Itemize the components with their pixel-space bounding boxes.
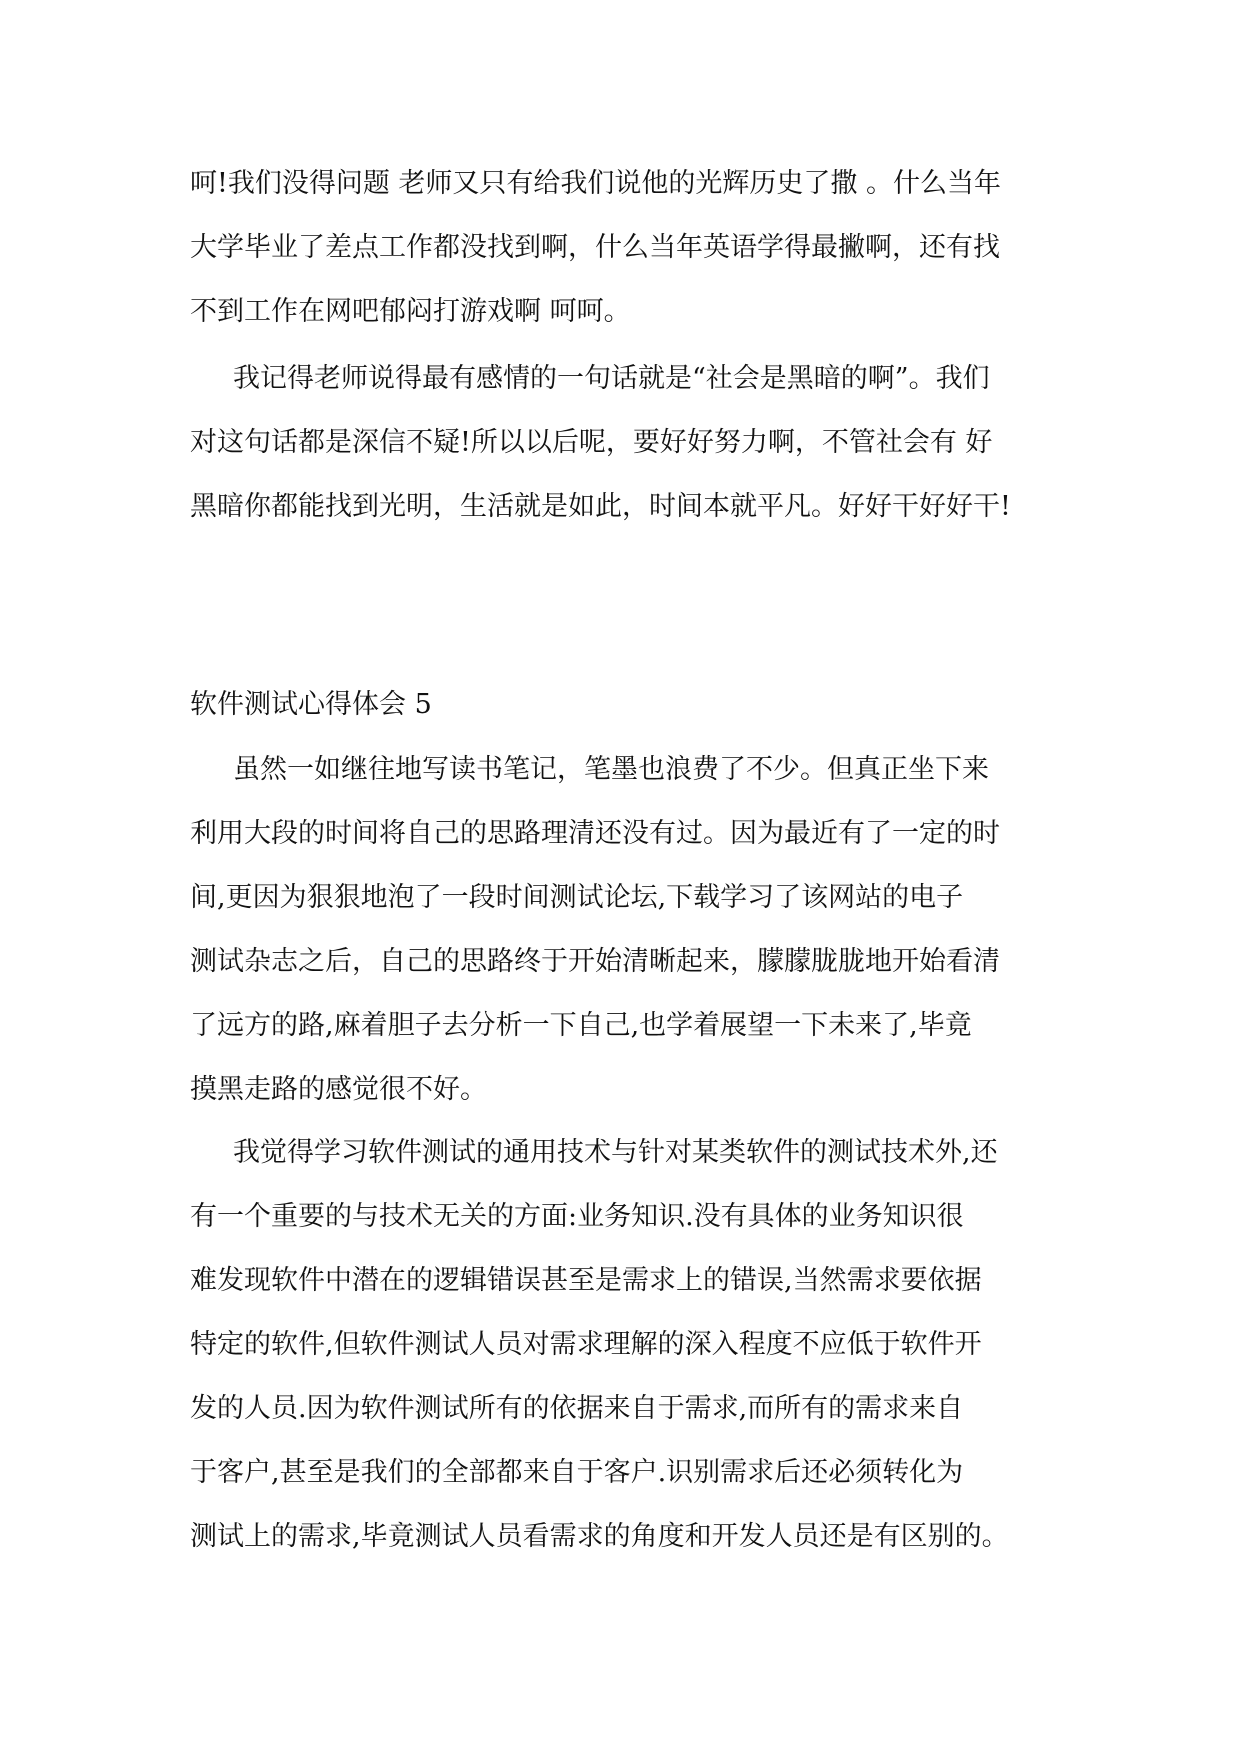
text-line: 黑暗你都能找到光明，生活就是如此，时间本就平凡。好好干好好干!: [190, 491, 1011, 522]
text-line: 间,更因为狠狠地泡了一段时间测试论坛,下载学习了该网站的电子: [190, 882, 964, 913]
text-line: 大学毕业了差点工作都没找到啊，什么当年英语学得最撇啊，还有找: [190, 232, 1000, 263]
text-line: 虽然一如继往地写读书笔记，笔墨也浪费了不少。但真正坐下来: [233, 754, 989, 785]
text-line: 测试上的需求,毕竟测试人员看需求的角度和开发人员还是有区别的。: [190, 1521, 1009, 1552]
text-line: 不到工作在网吧郁闷打游戏啊 呵呵。: [190, 296, 631, 327]
text-line: 摸黑走路的感觉很不好。: [190, 1074, 487, 1105]
text-line: 利用大段的时间将自己的思路理清还没有过。因为最近有了一定的时: [190, 818, 1000, 849]
paragraph-3: [190, 738, 1080, 1122]
text-line: 特定的软件,但软件测试人员对需求理解的深入程度不应低于软件开: [190, 1329, 982, 1360]
text-line: 对这句话都是深信不疑!所以以后呢，要好好努力啊，不管社会有 好: [190, 427, 993, 458]
text-line: 测试杂志之后，自己的思路终于开始清晰起来，朦朦胧胧地开始看清: [190, 946, 1000, 977]
paragraph-2: [190, 347, 1080, 539]
text-line: 于客户,甚至是我们的全部都来自于客户.识别需求后还必须转化为: [190, 1457, 964, 1488]
text-line: 呵!我们没得问题 老师又只有给我们说他的光辉历史了撒 。什么当年: [190, 168, 1002, 199]
section-heading: [190, 673, 1080, 737]
text-line: 有一个重要的与技术无关的方面:业务知识.没有具体的业务知识很: [190, 1201, 964, 1232]
text-line: 我觉得学习软件测试的通用技术与针对某类软件的测试技术外,还: [233, 1137, 998, 1168]
text-line: 了远方的路,麻着胆子去分析一下自己,也学着展望一下未来了,毕竟: [190, 1010, 972, 1041]
text-line: 发的人员.因为软件测试所有的依据来自于需求,而所有的需求来自: [190, 1393, 964, 1424]
text-line: 我记得老师说得最有感情的一句话就是“社会是黑暗的啊”。我们: [233, 363, 990, 394]
section-heading-text: 软件测试心得体会 5: [190, 689, 432, 720]
paragraph-4: [190, 1121, 1080, 1569]
text-line: 难发现软件中潜在的逻辑错误甚至是需求上的错误,当然需求要依据: [190, 1265, 982, 1296]
intro-paragraph: [190, 152, 1080, 344]
